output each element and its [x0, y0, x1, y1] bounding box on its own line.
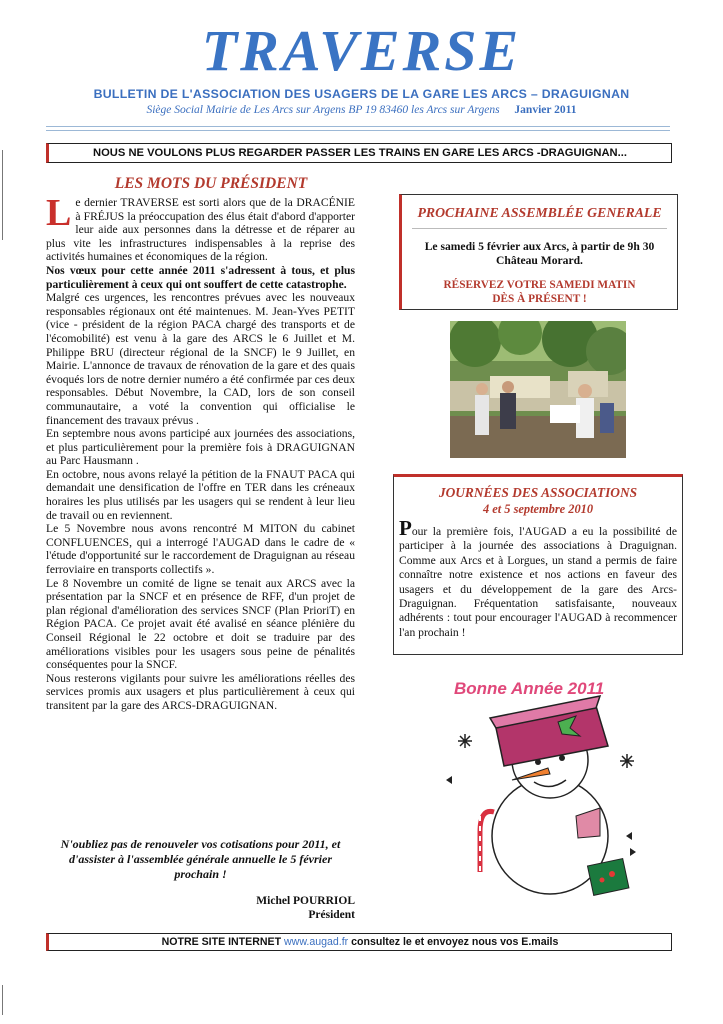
- assembly-box: [399, 194, 678, 310]
- margin-line: [2, 985, 3, 1015]
- drop-cap: P: [399, 516, 412, 540]
- associations-title: JOURNÉES DES ASSOCIATIONS: [438, 485, 638, 500]
- issue-date: Janvier 2011: [514, 104, 577, 116]
- paragraph: Le 5 Novembre nous avons rencontré M MITON du cabinet CONFLUENCES, qui a interrogé l'AUGAD dans le cadre de « l'étude d'opportunité sur le raccordement de Draguignan au réseau ferroviaire en transports collectifs ».: [46, 522, 355, 577]
- paragraph: Nous resterons vigilants pour suivre les améliorations réelles des services promis aux usagers et plus particulièrement à ceux qui transitent par la gare des ARCS-DRAGUIGNAN.: [46, 671, 355, 712]
- footer-cta: consultez le et envoyez nous vos E.mails: [351, 936, 559, 948]
- margin-line: [2, 150, 3, 240]
- masthead-subtitle: BULLETIN DE L'ASSOCIATION DES USAGERS DE LA GARE LES ARCS – DRAGUIGNAN: [93, 87, 630, 101]
- associations-box: [393, 474, 683, 655]
- website-link[interactable]: www.augad.fr: [284, 936, 349, 948]
- president-heading: LES MOTS DU PRÉSIDENT: [114, 175, 308, 192]
- greeting-text: Bonne Année 2011: [454, 679, 605, 698]
- signature-name: Michel POURRIOL: [256, 895, 355, 907]
- divider: [46, 130, 670, 131]
- president-article: [46, 192, 355, 713]
- assembly-reserve-now: DÈS À PRÉSENT !: [492, 293, 587, 305]
- divider: [46, 126, 670, 127]
- paragraph: En octobre, nous avons relayé la pétition de la FNAUT PACA qui demandait une densification de l'offre en TER dans les créneaux horaires les plus utilisés par les usagers qui se rendent à leur lieu de travail ou en reviennent.: [46, 467, 355, 522]
- membership-reminder: N'oubliez pas de renouveler vos cotisations pour 2011, et d'assister à l'assemblée générale annuelle le 5 février prochain !: [60, 837, 341, 881]
- footer-label: NOTRE SITE INTERNET: [161, 936, 282, 948]
- footer-banner: [46, 933, 672, 951]
- paragraph: Le 8 Novembre un comité de ligne se tenait aux ARCS avec la présentation par la SNCF et en présence de RFF, d'un projet de plan régional d'amélioration des services SNCF (Plan PrioriT) en Région PACA. Ce projet avait été avalisé en séance plénière du Conseil Régional le 22 octobre et doit se traduire par des améliorations visibles pour les usagers sous peine de pénalités conséquentes pour la SNCF.: [46, 576, 355, 672]
- drop-cap: L: [46, 192, 72, 234]
- association-stand-photo: [450, 321, 626, 458]
- assembly-reserve: RÉSERVEZ VOTRE SAMEDI MATIN: [443, 279, 636, 291]
- paragraph: Le dernier TRAVERSE est sorti alors que de la DRACÉNIE à FRÉJUS la préoccupation des élus était d'abord d'apporter leur aide aux personnes dans la détresse et de réparer au plus vite les infrastructures indispensables à la reprise des activités humaines et économiques de la région.: [46, 192, 355, 264]
- slogan-banner: NOUS NE VOULONS PLUS REGARDER PASSER LES TRAINS EN GARE LES ARCS -DRAGUIGNAN...: [46, 143, 672, 163]
- masthead-title: TRAVERSE: [201, 18, 522, 83]
- assembly-date: Le samedi 5 février aux Arcs, à partir de 9h 30: [424, 240, 655, 253]
- paragraph: Nos vœux pour cette année 2011 s'adressent à tous, et plus particulièrement à ceux qui ont souffert de cette catastrophe.: [46, 263, 355, 291]
- paragraph: En septembre nous avons participé aux journées des associations, et plus particulièrement pour la première fois à DRAGUIGNAN au Parc Hausmann .: [46, 427, 355, 468]
- assembly-venue: Château Morard.: [496, 254, 583, 267]
- associations-text: Pour la première fois, l'AUGAD a eu la possibilité de participer à la journée des associations à Draguignan. Comme aux Arcs et à Lorgues, un stand a permis de faire connaître notre existence et nos actions en faveur des usagers et du développement de la gare des Arcs-Draguignan. Fréquentation satisfaisante, nouveaux adhérents : tout pour encourager l'AUGAD à recommencer l'an prochain !: [399, 516, 677, 639]
- masthead-address: [0, 104, 723, 116]
- snowman-illustration: [440, 676, 650, 904]
- paragraph: Malgré ces urgences, les rencontres prévues avec les nouveaux responsables régionaux ont été maintenues. M. Jean-Yves PETIT (vice - président de la région PACA chargé des transports et de l'écomobilité) est venu à la gare des ARCS le 6 Juillet et M. Philippe BRU (directeur régional de la SNCF) le 9 Juillet, en Mairie. L'annonce de travaux de rénovation de la gare et des quais évoqués lors de notre dernier numéro a été confirmée par ces deux responsables. Début Novembre, la CAD, lors de son conseil communautaire, a voté la convention qui officialise le financement des travaux prévus .: [46, 291, 355, 427]
- seat-address: Siège Social Mairie de Les Arcs sur Argens BP 19 83460 les Arcs sur Argens: [146, 104, 500, 116]
- divider: [412, 228, 667, 229]
- assembly-title: PROCHAINE ASSEMBLÉE GENERALE: [417, 205, 662, 220]
- signature-title: Président: [308, 909, 355, 921]
- associations-dates: 4 et 5 septembre 2010: [482, 502, 594, 516]
